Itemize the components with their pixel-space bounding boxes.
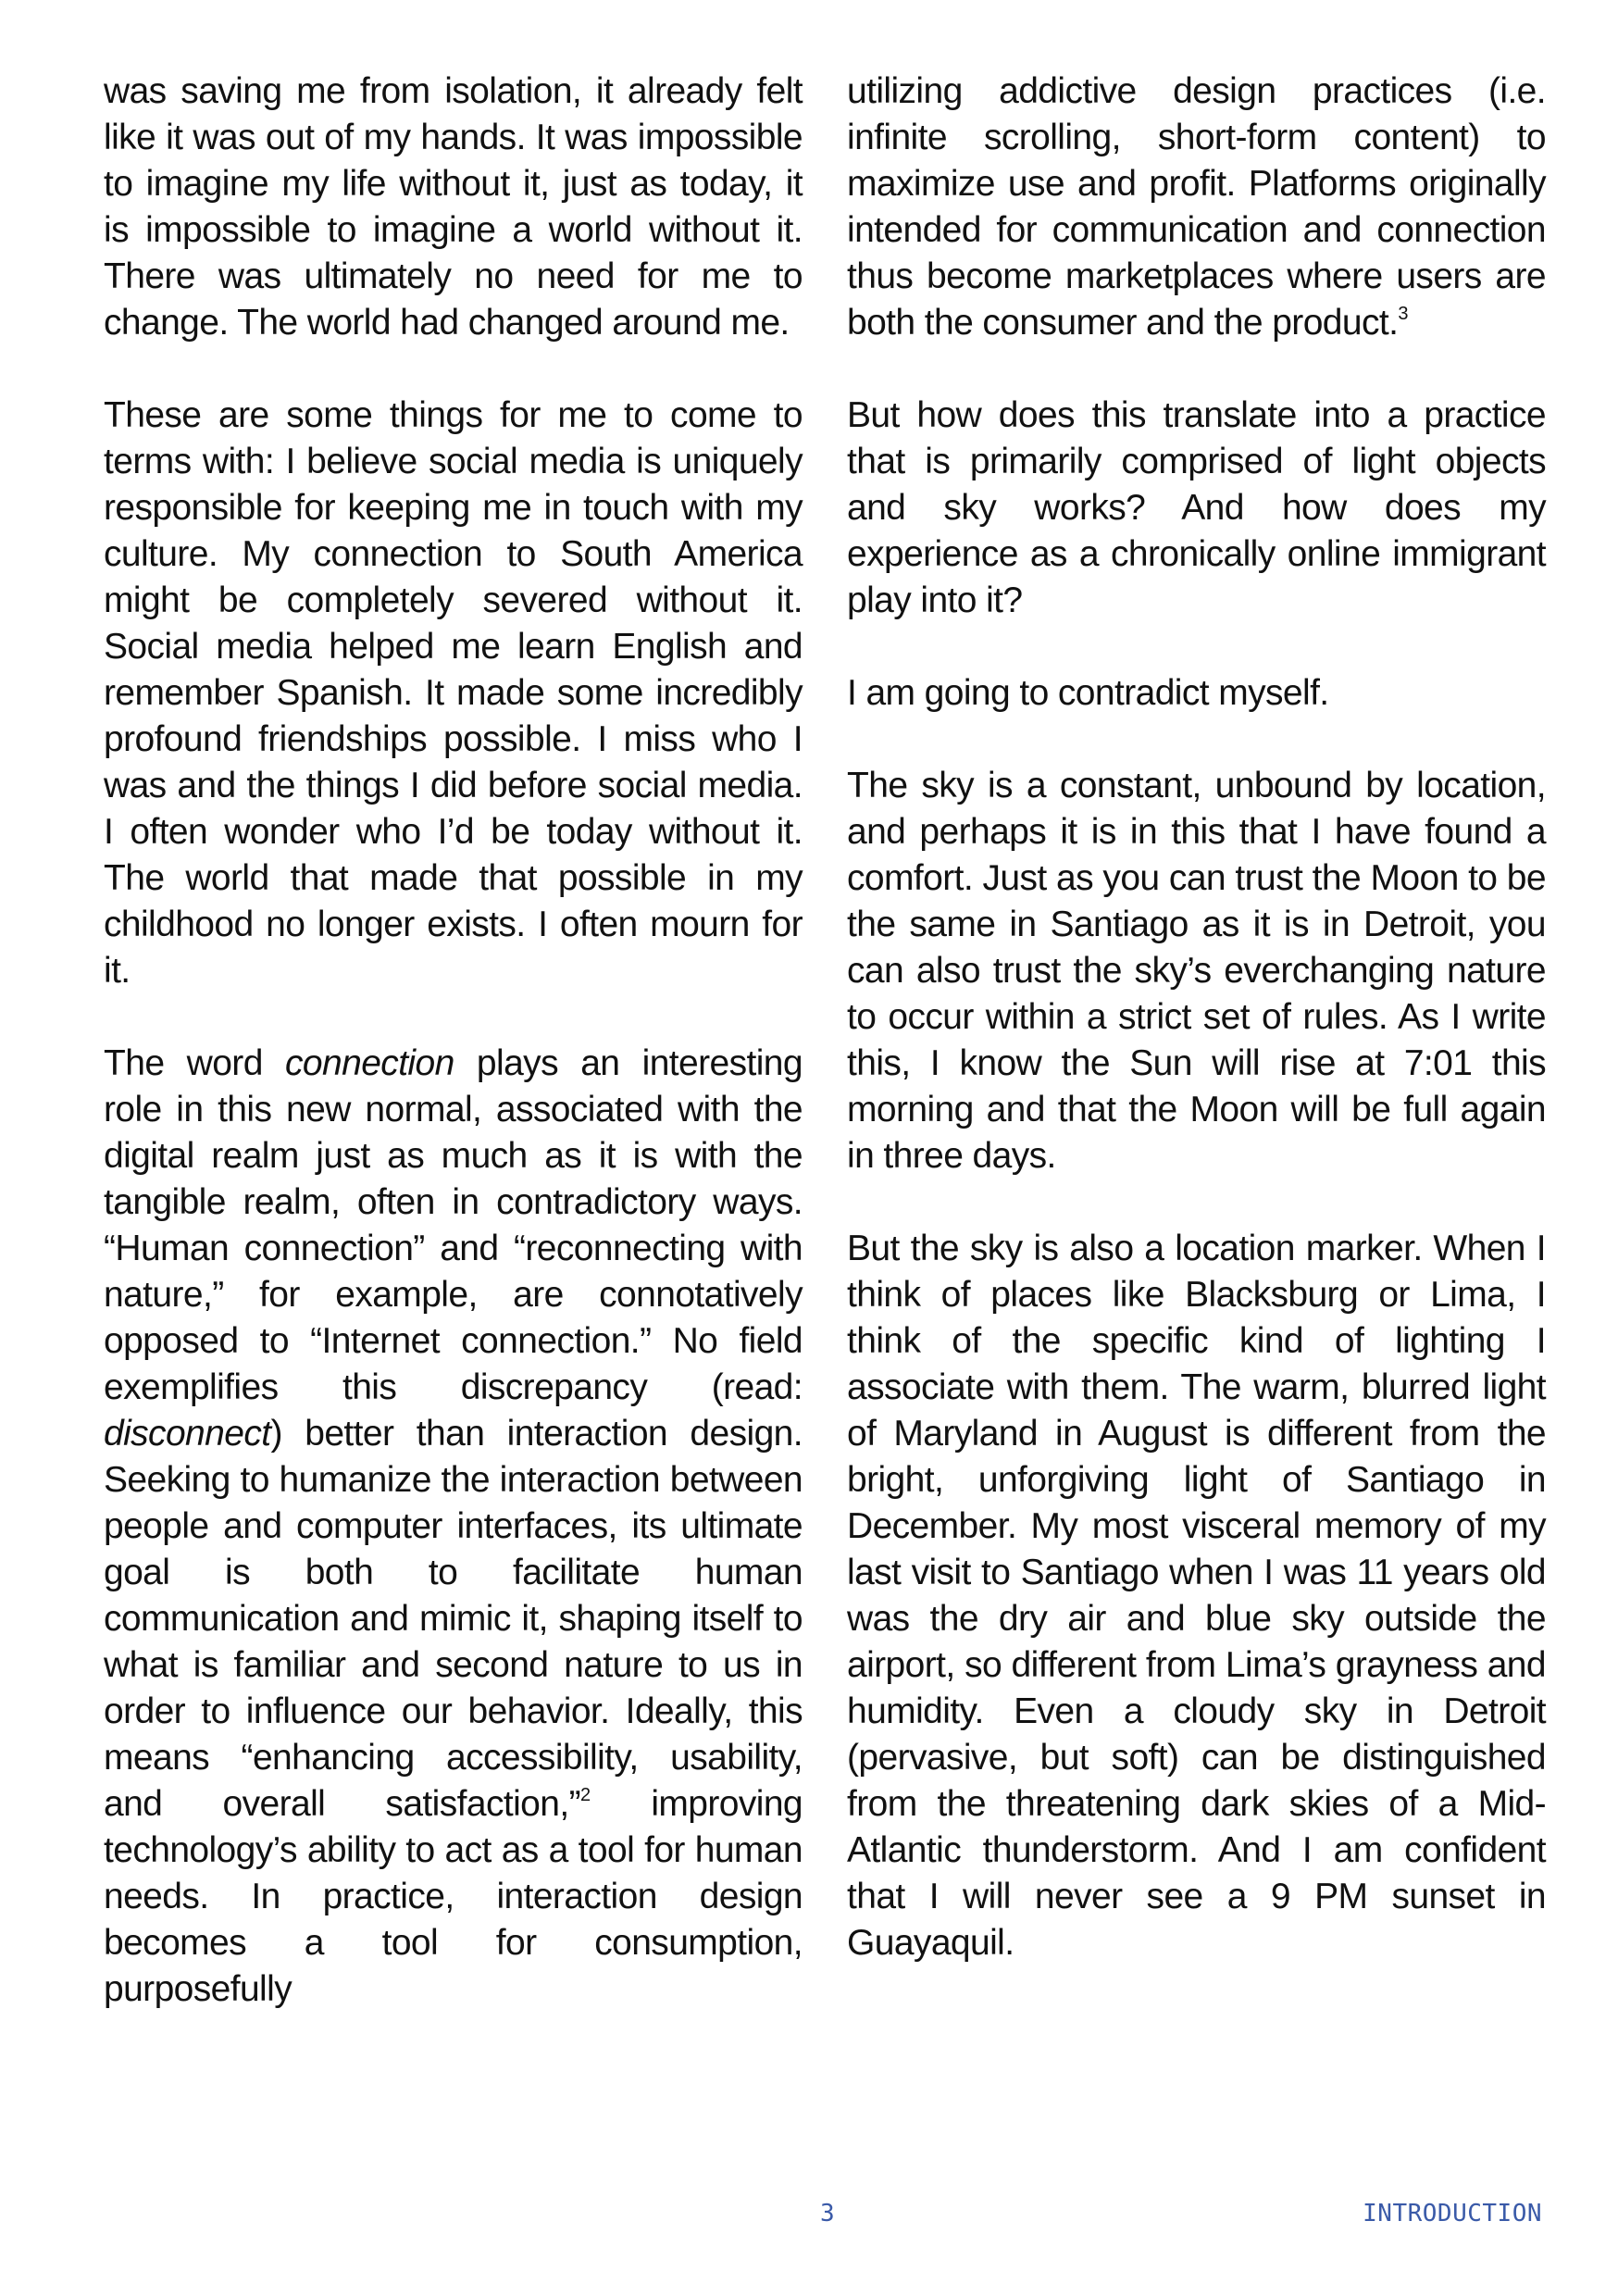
paragraph-text: These are some things for me to come to terms with: I believe social media is uniquely responsible for keeping me in touch with my culture. My connection to South America might be completely severed without it. Social media helped me learn English and remember Spanish. It made some incredibly profound friendships possible. I miss who I was and the things I did before social media. I often wonder who I’d be today without it. The world that made that possible in my childhood no longer exists. I often mourn for it. — [104, 395, 803, 991]
paragraph — [104, 1041, 803, 2013]
paragraph-text: But how does this translate into a practice that is primarily comprised of light objects and sky works? And how does my experience as a chronically online immigrant play into it? — [847, 395, 1546, 620]
left-text-column — [104, 69, 803, 2059]
paragraph-text: was saving me from isolation, it already felt like it was out of my hands. It was impossible to imagine my life without it, just as today, it is impossible to imagine a world without it. There was ultimately no need for me to change. The world had changed around me. — [104, 71, 803, 343]
paragraph — [104, 69, 803, 346]
paragraph-text: The sky is a constant, unbound by location, and perhaps it is in this that I have found a comfort. Just as you can trust the Moon to be the same in Santiago as it is in Detroit, you can also trust the sky’s everchanging nature to occur within a strict set of rules. As I write this, I know the Sun will rise at 7:01 this morning and that the Moon will be full again in three days. — [847, 766, 1546, 1176]
italic-term-disconnect: disconnect — [104, 1414, 271, 1454]
paragraph-text: The word — [104, 1043, 286, 1083]
footnote-marker: 2 — [579, 1785, 591, 1805]
paragraph-text: I am going to contradict myself. — [847, 673, 1329, 713]
paragraph — [847, 763, 1546, 1179]
italic-term-connection: connection — [285, 1043, 454, 1083]
paragraph-text: utilizing addictive design practices (i.e. infinite scrolling, short-form content) to maximize use and profit. Platforms originally intended for communication and connection thus become marketplaces where users are both the consumer and the product. — [847, 71, 1546, 343]
paragraph-text: But the sky is also a location marker. When I think of places like Blacksburg or Lima, I think of the specific kind of lighting I associate with them. The warm, blurred light of Maryland in August is different from the bright, unforgiving light of Santiago in December. My most visceral memory of my last visit to Santiago when I was 11 years old was the dry air and blue sky outside the airport, so different from Lima’s grayness and humidity. Even a cloudy sky in Detroit (pervasive, but soft) can be distinguished from the threatening dark skies of a Mid-Atlantic thunderstorm. And I am confident that I will never see a 9 PM sunset in Guayaquil. — [847, 1229, 1546, 1963]
footnote-marker: 3 — [1398, 304, 1409, 324]
right-text-column — [847, 69, 1546, 2013]
paragraph — [847, 670, 1546, 717]
paragraph — [104, 393, 803, 994]
section-title: INTRODUCTION — [1363, 2200, 1542, 2227]
paragraph-text: plays an interesting role in this new normal, associated with the digital realm just as much as it is with the tangible realm, often in contradictory ways. “Human connection” and “reconnecting with nature,” for example, are connotatively opposed to “Internet connection.” No field exemplifies this discrepancy (read: — [104, 1043, 803, 1407]
page-number: 3 — [820, 2200, 836, 2227]
paragraph-text: improving technology’s ability to act as a tool for human needs. In practice, interaction design becomes a tool for consumption, purposefully — [104, 1784, 803, 2009]
paragraph-text: ) better than interaction design. Seeking to humanize the interaction between people and computer interfaces, its ultimate goal is both to facilitate human communication and mimic it, shaping itself to what is familiar and second nature to us in order to influence our behavior. Ideally, this means “enhancing accessibility, usability, and overall satisfaction,” — [104, 1414, 803, 1824]
paragraph — [847, 1226, 1546, 1966]
paragraph — [847, 393, 1546, 624]
paragraph — [847, 69, 1546, 346]
